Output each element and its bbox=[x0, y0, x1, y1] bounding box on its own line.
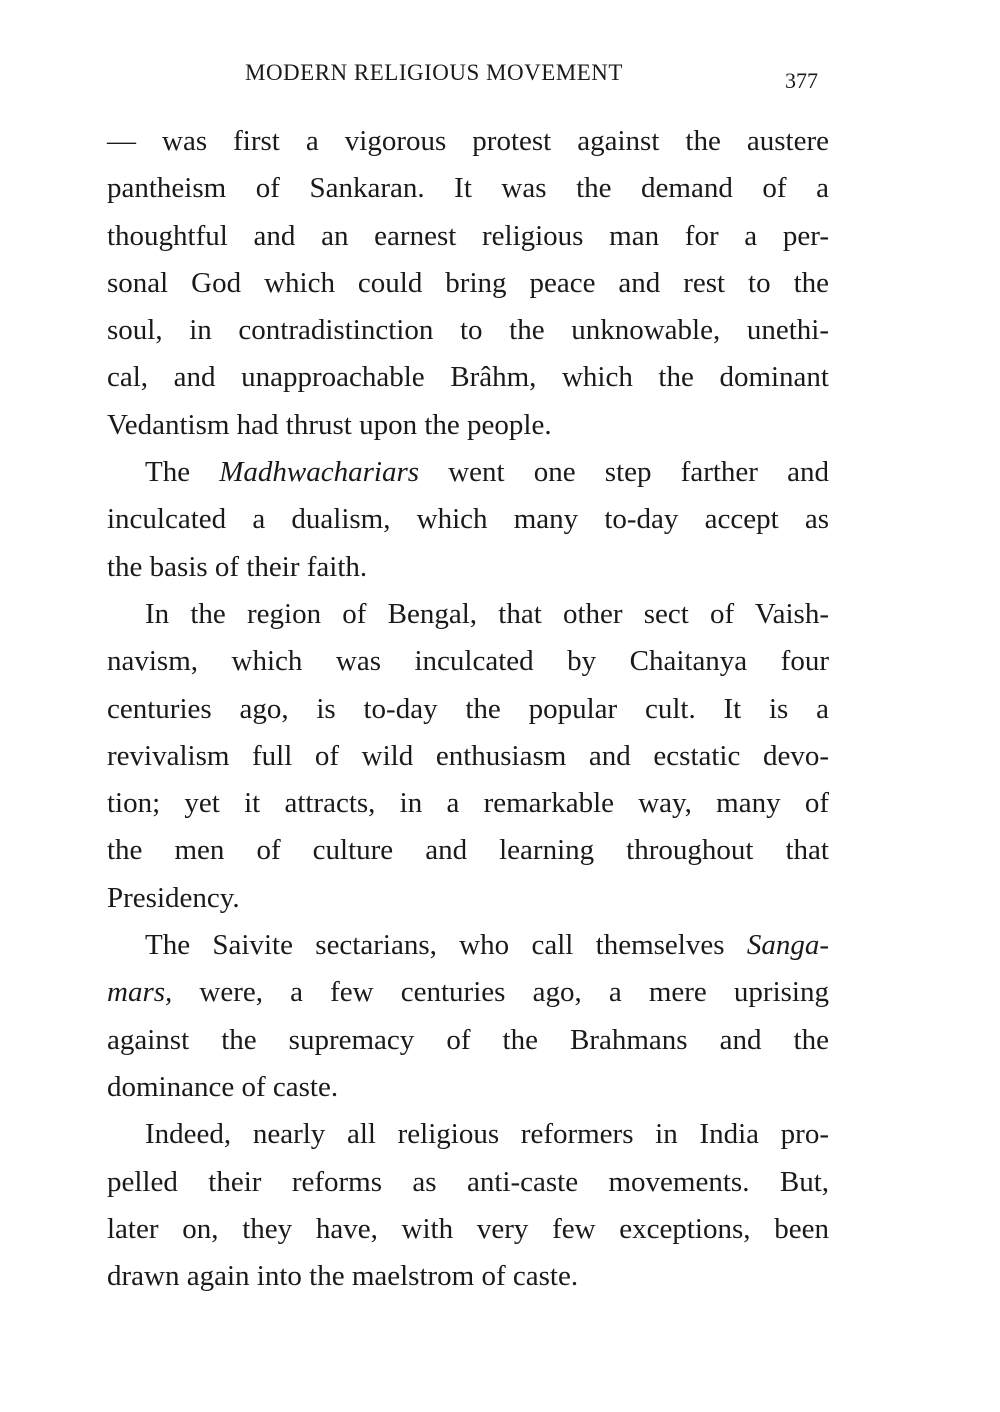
paragraph-5 bbox=[107, 1111, 829, 1300]
text-line: soul, in contradistinction to the unknowable, unethi- bbox=[107, 314, 829, 347]
text-line: dominance of caste. bbox=[107, 1070, 339, 1103]
text-line: later on, they have, with very few exceptions, been bbox=[107, 1212, 829, 1245]
text-line: pelled their reforms as anti-caste movements. But, bbox=[107, 1165, 829, 1198]
paragraph-4 bbox=[107, 922, 829, 1111]
text-line bbox=[107, 449, 829, 496]
text-line: In the region of Bengal, that other sect of Vaish- bbox=[145, 597, 829, 630]
text-line: sonal God which could bring peace and rest to the bbox=[107, 266, 829, 299]
text-line: drawn again into the maelstrom of caste. bbox=[107, 1260, 579, 1293]
text-run: went one step farther and bbox=[419, 456, 829, 489]
text-line: pantheism of Sankaran. It was the demand of a bbox=[107, 172, 829, 205]
text-line: — was first a vigorous protest against the austere bbox=[107, 125, 829, 157]
page-number: 377 bbox=[785, 68, 818, 93]
paragraph-3 bbox=[107, 591, 829, 922]
italic-term: Madhwachariars bbox=[219, 456, 420, 489]
text-line bbox=[107, 922, 829, 969]
text-run: The Saivite sectarians, who call themselves bbox=[145, 929, 747, 962]
text-line: inculcated a dualism, which many to-day accept as bbox=[107, 503, 829, 536]
text-line: the basis of their faith. bbox=[107, 550, 368, 583]
text-line: thoughtful and an earnest religious man for a per- bbox=[107, 219, 829, 252]
paragraph-2 bbox=[107, 449, 829, 591]
body-text bbox=[107, 118, 829, 1300]
text-line: Presidency. bbox=[107, 881, 240, 914]
paragraph-1 bbox=[107, 118, 829, 449]
text-line: revivalism full of wild enthusiasm and ecstatic devo- bbox=[107, 739, 829, 772]
italic-term: Sanga- bbox=[746, 929, 829, 962]
italic-term: mars, bbox=[107, 976, 173, 1009]
running-title: MODERN RELIGIOUS MOVEMENT bbox=[245, 60, 623, 85]
text-run: were, a few centuries ago, a mere uprising bbox=[172, 976, 829, 1009]
text-run: The bbox=[145, 456, 220, 489]
text-line: Vedantism had thrust upon the people. bbox=[107, 408, 552, 441]
text-line: the men of culture and learning throughout that bbox=[107, 834, 829, 867]
text-line: navism, which was inculcated by Chaitanya four bbox=[107, 645, 829, 678]
text-line: tion; yet it attracts, in a remarkable way, many of bbox=[107, 787, 829, 820]
text-line: cal, and unapproachable Brâhm, which the dominant bbox=[107, 361, 829, 394]
text-line bbox=[107, 969, 829, 1016]
text-line: centuries ago, is to-day the popular cult. It is a bbox=[107, 692, 829, 725]
text-line: against the supremacy of the Brahmans and the bbox=[107, 1023, 829, 1056]
text-line: Indeed, nearly all religious reformers in India pro- bbox=[145, 1118, 829, 1151]
